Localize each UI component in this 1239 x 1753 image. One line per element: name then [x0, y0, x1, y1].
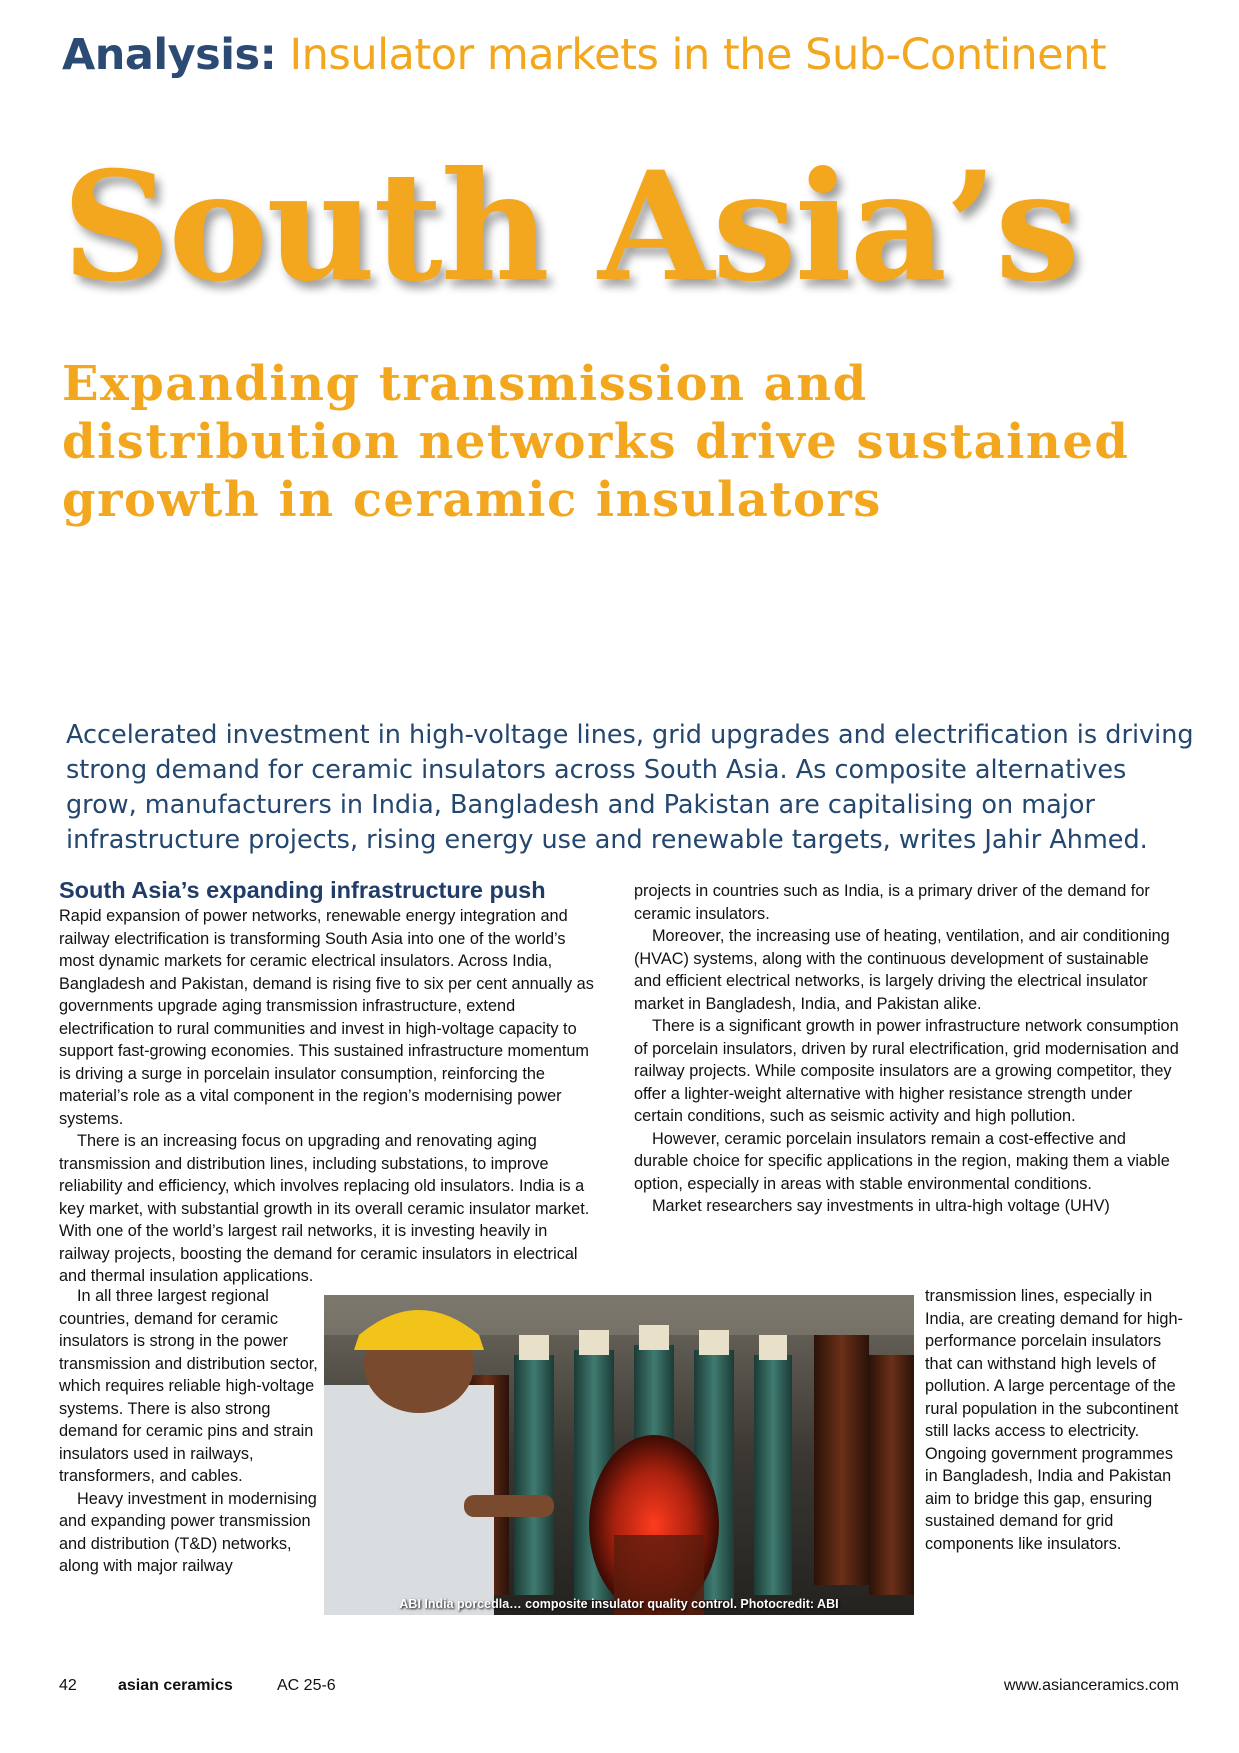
magazine-name: asian ceramics	[118, 1677, 233, 1694]
paragraph: However, ceramic porcelain insulators remain a cost-effective and durable choice for specific applications in the region, making them a viable option, especially in areas with stable environmental conditions.	[634, 1129, 1170, 1193]
paragraph: Heavy investment in modernising and expanding power transmission and distribution (T&D) networks, along with major railway	[59, 1489, 317, 1575]
section-topic: Insulator markets in the Sub-Continent	[289, 30, 1107, 80]
paragraph: projects in countries such as India, is a primary driver of the demand for ceramic insulators.	[634, 882, 1150, 923]
subtitle: Expanding transmission and distribution networks drive sustained growth in ceramic insulators	[62, 356, 1130, 528]
column-side	[925, 1285, 1190, 1555]
website-url: www.asianceramics.com	[1003, 1677, 1179, 1694]
page-title: South Asia’s	[62, 140, 1078, 315]
subheading: South Asia’s expanding infrastructure push	[59, 877, 546, 903]
section-kicker: Analysis:	[62, 30, 277, 80]
paragraph: There is an increasing focus on upgrading and renovating aging transmission and distribution lines, including substations, to improve reliability and efficiency, which involves replacing old insulators. India is a key market, with substantial growth in its overall ceramic insulator market. With one of the world’s largest rail networks, it is investing heavily in railway projects, boosting the demand for ceramic insulators in electrical and thermal insulation applications.	[59, 1132, 590, 1285]
title-area	[0, 140, 1239, 330]
paragraph: Market researchers say investments in ultra-high voltage (UHV)	[652, 1197, 1110, 1215]
paragraph: Rapid expansion of power networks, renewable energy integration and railway electrification is transforming South Asia into one of the world’s most dynamic markets for ceramic electrical insulators. Across India, Bangladesh and Pakistan, demand is rising five to six per cent annually as governments upgrade aging transmission infrastructure, extend electrification to rural communities and invest in high-voltage capacity to support fast-growing economies. This sustained infrastructure momentum is driving a surge in porcelain insulator consumption, reinforcing the material’s role as a vital component in the region’s modernising power systems.	[59, 907, 594, 1128]
photo-illustration	[324, 1295, 914, 1615]
column-narrow	[59, 1285, 321, 1578]
paragraph: Moreover, the increasing use of heating, ventilation, and air conditioning (HVAC) systems, along with the continuous development of sustainable and efficient electrical networks, is largely driving the electrical insulator market in Bangladesh, India, and Pakistan alike.	[634, 927, 1170, 1013]
column-right	[634, 880, 1179, 1218]
paragraph: In all three largest regional countries, demand for ceramic insulators is strong in the power transmission and distribution sector, which requires reliable high-voltage systems. There is also strong demand for ceramic pins and strain insulators used in railways, transformers, and cables.	[59, 1287, 318, 1485]
section-header	[62, 30, 1106, 80]
column-left	[59, 876, 594, 1288]
page-number: 42	[59, 1677, 77, 1694]
issue-number: AC 25-6	[277, 1677, 336, 1694]
paragraph: There is a significant growth in power infrastructure network consumption of porcelain insulators, driven by rural electrification, grid modernisation and railway projects. While composite insulators are a growing competitor, they offer a lighter-weight alternative with higher resistance strength under certain conditions, such as seismic activity and high pollution.	[634, 1017, 1179, 1125]
insulator-photo	[324, 1295, 914, 1615]
photo-caption: ABI India porcedla… composite insulator quality control. Photocredit: ABI	[399, 1597, 839, 1611]
paragraph: transmission lines, especially in India, are creating demand for high-performance porcelain insulators that can withstand high levels of pollution. A large percentage of the rural population in the subcontinent still lacks access to electricity. Ongoing government programmes in Bangladesh, India and Pakistan aim to bridge this gap, ensuring sustained demand for grid components like insulators.	[925, 1287, 1183, 1553]
standfirst: Accelerated investment in high-voltage lines, grid upgrades and electrification is driving strong demand for ceramic insulators across South Asia. As composite alternatives grow, manufacturers in India, Bangladesh and Pakistan are capitalising on major infrastructure projects, rising energy use and renewable targets, writes Jahir Ahmed.	[66, 720, 1194, 855]
